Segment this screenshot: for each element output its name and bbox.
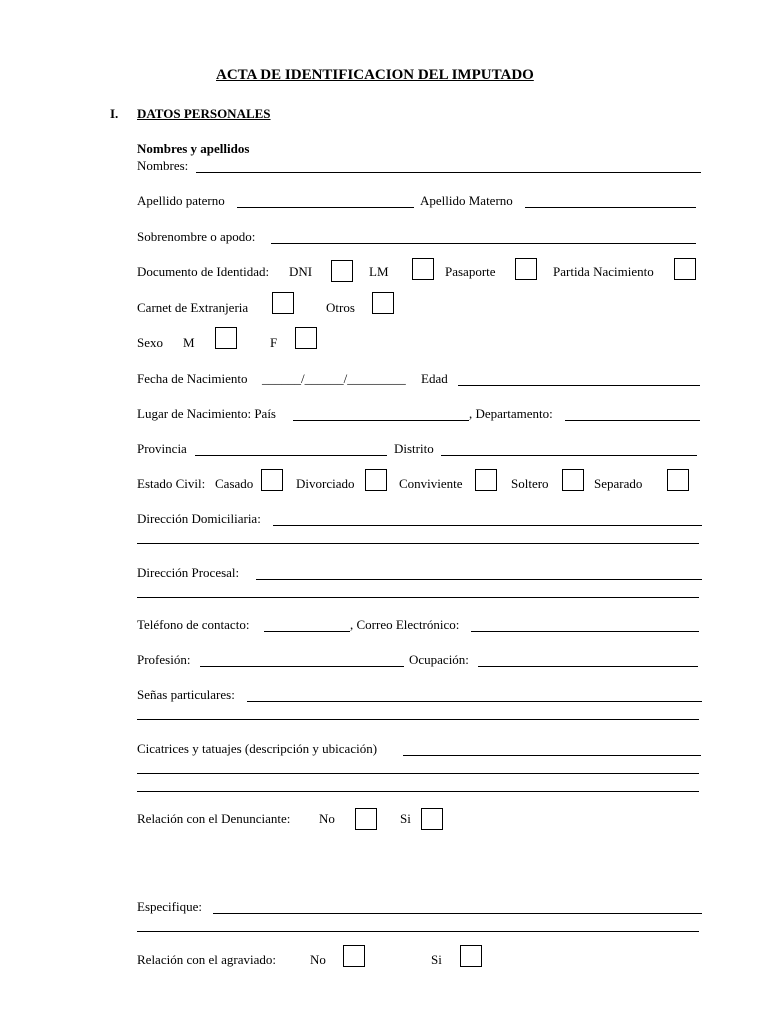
edad-field[interactable] xyxy=(458,385,700,386)
direccion-procesal-label: Dirección Procesal: xyxy=(137,565,240,580)
pasaporte-checkbox[interactable] xyxy=(515,258,537,280)
fecha-nacimiento-field[interactable]: ______/______/_________ xyxy=(262,371,406,386)
fecha-nacimiento-label: Fecha de Nacimiento xyxy=(137,371,248,386)
apellido-materno-label: Apellido Materno xyxy=(420,193,513,208)
separado-label: Separado xyxy=(594,476,643,491)
direccion-procesal-field-2[interactable] xyxy=(137,597,699,598)
ocupacion-field[interactable] xyxy=(478,666,698,667)
dni-label: DNI xyxy=(289,264,313,279)
apellido-materno-field[interactable] xyxy=(525,207,696,208)
soltero-label: Soltero xyxy=(511,476,549,491)
apellido-paterno-label: Apellido paterno xyxy=(137,193,225,208)
edad-label: Edad xyxy=(421,371,448,386)
direccion-domiciliaria-field-2[interactable] xyxy=(137,543,699,544)
document-title: ACTA DE IDENTIFICACION DEL IMPUTADO xyxy=(216,67,534,83)
documento-label: Documento de Identidad: xyxy=(137,264,270,279)
sexo-m-checkbox[interactable] xyxy=(215,327,237,349)
estado-civil-label: Estado Civil: xyxy=(137,476,206,491)
denunciante-si-checkbox[interactable] xyxy=(421,808,443,830)
sexo-f-label: F xyxy=(270,335,278,350)
distrito-label: Distrito xyxy=(394,441,434,456)
pais-field[interactable] xyxy=(293,420,469,421)
correo-field[interactable] xyxy=(471,631,699,632)
subheading: Nombres y apellidos xyxy=(137,141,250,156)
separado-checkbox[interactable] xyxy=(667,469,689,491)
casado-checkbox[interactable] xyxy=(261,469,283,491)
nombres-field[interactable] xyxy=(196,172,701,173)
distrito-field[interactable] xyxy=(441,455,697,456)
correo-label: , Correo Electrónico: xyxy=(350,617,460,632)
section-number: I. xyxy=(110,106,119,121)
denunciante-no-label: No xyxy=(319,811,335,826)
divorciado-label: Divorciado xyxy=(296,476,355,491)
sobrenombre-label: Sobrenombre o apodo: xyxy=(137,229,256,244)
pasaporte-label: Pasaporte xyxy=(445,264,496,279)
denunciante-si-label: Si xyxy=(400,811,411,826)
telefono-label: Teléfono de contacto: xyxy=(137,617,250,632)
senas-label: Señas particulares: xyxy=(137,687,235,702)
nombres-label: Nombres: xyxy=(137,158,189,173)
otros-checkbox[interactable] xyxy=(372,292,394,314)
section-title: DATOS PERSONALES xyxy=(137,106,271,121)
carnet-checkbox[interactable] xyxy=(272,292,294,314)
otros-label: Otros xyxy=(326,300,355,315)
senas-field-2[interactable] xyxy=(137,719,699,720)
sobrenombre-field[interactable] xyxy=(271,243,696,244)
provincia-field[interactable] xyxy=(195,455,387,456)
lm-checkbox[interactable] xyxy=(412,258,434,280)
lugar-nacimiento-label: Lugar de Nacimiento: País xyxy=(137,406,276,421)
cicatrices-field-2[interactable] xyxy=(137,773,699,774)
departamento-label: , Departamento: xyxy=(469,406,553,421)
profesion-field[interactable] xyxy=(200,666,404,667)
cicatrices-label: Cicatrices y tatuajes (descripción y ubicación) xyxy=(137,741,378,756)
direccion-domiciliaria-field[interactable] xyxy=(273,525,702,526)
divorciado-checkbox[interactable] xyxy=(365,469,387,491)
provincia-label: Provincia xyxy=(137,441,187,456)
ocupacion-label: Ocupación: xyxy=(409,652,469,667)
agraviado-si-label: Si xyxy=(431,952,442,967)
especifique-field-2[interactable] xyxy=(137,931,699,932)
telefono-field[interactable] xyxy=(264,631,350,632)
cicatrices-field-3[interactable] xyxy=(137,791,699,792)
agraviado-si-checkbox[interactable] xyxy=(460,945,482,967)
sexo-f-checkbox[interactable] xyxy=(295,327,317,349)
direccion-domiciliaria-label: Dirección Domiciliaria: xyxy=(137,511,261,526)
departamento-field[interactable] xyxy=(565,420,700,421)
conviviente-checkbox[interactable] xyxy=(475,469,497,491)
soltero-checkbox[interactable] xyxy=(562,469,584,491)
apellido-paterno-field[interactable] xyxy=(237,207,414,208)
especifique-label: Especifique: xyxy=(137,899,202,914)
casado-label: Casado xyxy=(215,476,254,491)
denunciante-no-checkbox[interactable] xyxy=(355,808,377,830)
relacion-agraviado-label: Relación con el agraviado: xyxy=(137,952,276,967)
senas-field[interactable] xyxy=(247,701,702,702)
agraviado-no-checkbox[interactable] xyxy=(343,945,365,967)
agraviado-no-label: No xyxy=(310,952,326,967)
relacion-denunciante-label: Relación con el Denunciante: xyxy=(137,811,291,826)
sexo-label: Sexo xyxy=(137,335,163,350)
conviviente-label: Conviviente xyxy=(399,476,463,491)
lm-label: LM xyxy=(369,264,389,279)
cicatrices-field[interactable] xyxy=(403,755,701,756)
carnet-label: Carnet de Extranjeria xyxy=(137,300,249,315)
dni-checkbox[interactable] xyxy=(331,260,353,282)
direccion-procesal-field[interactable] xyxy=(256,579,702,580)
sexo-m-label: M xyxy=(183,335,195,350)
partida-label: Partida Nacimiento xyxy=(553,264,654,279)
profesion-label: Profesión: xyxy=(137,652,191,667)
partida-checkbox[interactable] xyxy=(674,258,696,280)
especifique-field[interactable] xyxy=(213,913,702,914)
